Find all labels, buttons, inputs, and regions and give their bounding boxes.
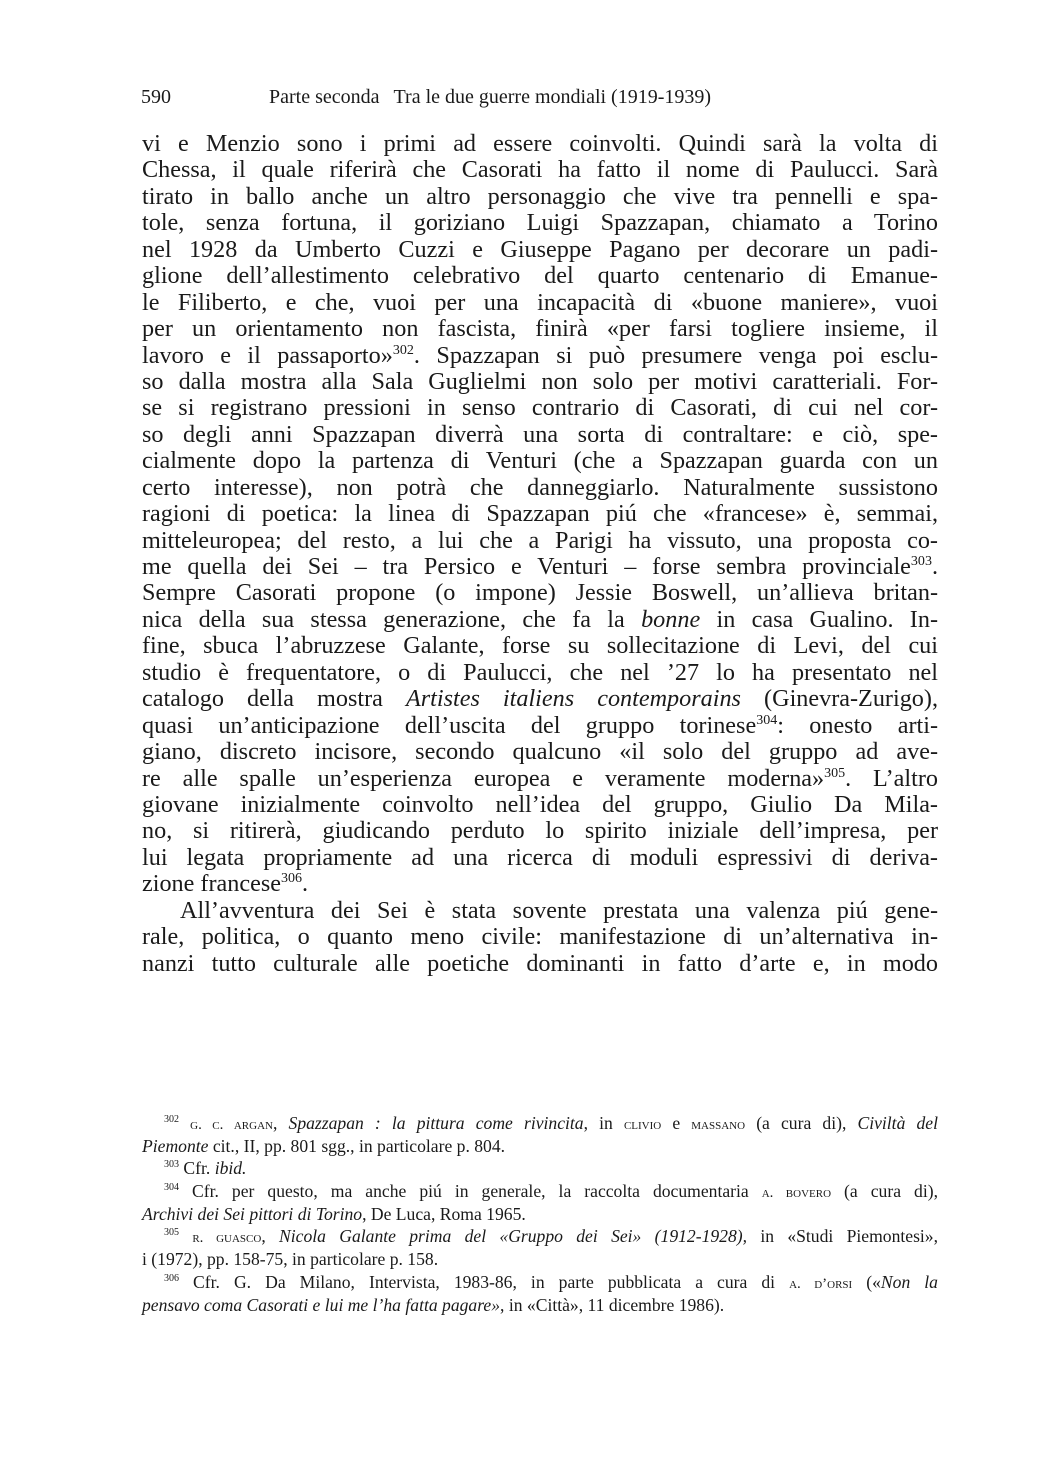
header-part: Parte seconda [269,86,380,108]
text-run: Cfr. [183,1158,215,1179]
italic-run: Non la [880,1271,938,1292]
text-line: le Filiberto, e che, vuoi per una incapacità di «buone maniere», vuoi [142,288,938,316]
footnote-ref-303: 303 [910,552,932,569]
page-number: 590 [141,86,171,108]
text-line [142,607,938,633]
footnote-305-cont: i (1972), pp. 158-75, in particolare p. 158. [142,1249,439,1270]
text-run: in «Studi Piemontesi», [747,1226,938,1247]
text-line [142,766,938,792]
footnote-302 [142,1112,938,1135]
main-text [142,131,938,977]
text-line: tole, senza fortuna, il goriziano Luigi Spazzapan, chiamato a Torino [142,209,938,237]
text-run: (Ginevra-Zurigo), [740,685,938,713]
text-run: , [272,1113,289,1133]
text-run: quasi un’anticipazione dell’uscita del gruppo torinese [142,711,757,739]
text-line: cialmente dopo la partenza di Venturi (che a Spazzapan guarda con un [142,447,938,475]
italic-run: Civiltà del [857,1113,938,1133]
text-line: giano, discreto incisore, secondo qualcuno «il solo del gruppo ad ave- [142,738,938,766]
footnote-number: 306 [164,1272,179,1284]
text-run: cit., II, pp. 801 sgg., in particolare p. 804. [208,1135,506,1156]
footnote-ref-305: 305 [824,764,846,781]
text-run: . [931,553,938,580]
text-line: lui legata propriamente ad una ricerca di moduli espressivi di deriva- [142,843,938,871]
author: a. bovero [761,1185,832,1202]
footnote-306-cont [142,1294,938,1317]
text-run: , in «Città», 11 dicembre 1986). [500,1294,725,1315]
text-run: re alle spalle un’esperienza europea e veramente moderna» [142,764,825,792]
footnote-number: 302 [164,1114,179,1126]
text-line: Chessa, il quale riferirà che Casorati ha fatto il nome di Paulucci. Sarà [142,156,938,184]
footnote-306 [142,1271,938,1294]
text-line: studio è frequentatore, o di Paulucci, che nel ’27 lo ha presentato nel [142,658,938,686]
footnote-ref-306: 306 [280,870,303,887]
author: g. c. argan [190,1117,273,1133]
text-run: Cfr. per questo, ma anche piú in generale, la raccolta documentaria [192,1181,762,1202]
header-chapter: Tra le due guerre mondiali (1919-1939) [393,86,712,108]
text-run: lavoro e il passaporto» [142,341,393,369]
italic-run: Artistes italiens contemporains [405,685,741,713]
text-run: Cfr. G. Da Milano, Intervista, 1983-86, in parte pubblicata a cura di [193,1271,790,1292]
text-line: per un orientamento non fascista, finirà «per farsi togliere insieme, il [142,315,938,343]
text-line: so dalla mostra alla Sala Guglielmi non solo per motivi caratteriali. For- [142,367,938,395]
text-line: no, si ritirerà, giudicando perduto lo spirito iniziale dell’impresa, per [142,817,938,845]
text-line [142,554,938,580]
footnote-ref-302: 302 [392,341,414,358]
text-line: nel 1928 da Umberto Cuzzi e Giuseppe Pagano per decorare un padi- [142,235,938,263]
italic-run: Spazzapan : la pittura come rivincita [288,1113,584,1133]
text-line: so degli anni Spazzapan diverrà una sorta di contraltare: e ciò, spe- [142,420,938,448]
footnote-303 [142,1157,938,1180]
text-run: , De Luca, Roma 1965. [362,1203,526,1224]
italic-run: Piemonte [142,1135,209,1156]
text-line: giovane inizialmente coinvolto nell’idea del gruppo, Giulio Da Mila- [142,790,938,818]
text-line: fine, sbuca l’abruzzese Galante, forse su sollecitazione di Levi, del cui [142,632,938,660]
footnote-number: 305 [164,1227,179,1239]
text-line: rale, politica, o quanto meno civile: manifestazione di un’alternativa in- [142,923,938,951]
running-header [141,86,711,109]
footnotes [142,1112,938,1316]
text-line: mitteleuropea; del resto, a lui che a Parigi ha vissuto, una proposta co- [142,526,938,554]
text-run: catalogo della mostra [142,685,406,713]
text-line [142,871,938,897]
text-run: . Spazzapan si può presumere venga poi esclu- [413,341,938,369]
footnote-ref-304: 304 [756,711,778,728]
italic-run: ibid. [214,1158,247,1179]
text-run: (« [852,1271,881,1292]
footnote-304-cont [142,1203,938,1226]
text-line: se si registrano pressioni in senso contrario di Casorati, di cui nel cor- [142,394,938,422]
text-run: , [261,1226,280,1247]
footnote-number: 304 [164,1182,179,1194]
footnote-302-cont [142,1135,938,1158]
text-run: : onesto arti- [777,711,938,739]
text-line [142,343,938,369]
footnote-number: 303 [164,1159,179,1171]
text-line: Sempre Casorati propone (o impone) Jessie Boswell, un’allieva britan- [142,579,938,607]
text-line: certo interesse), non potrà che danneggiarlo. Naturalmente sussistono [142,473,938,501]
author: massano [691,1117,746,1133]
text-run: , in [583,1113,624,1133]
text-run: . L’altro [845,764,938,792]
italic-run: Nicola Galante prima del «Gruppo dei Sei» (1912-1928), [279,1226,748,1247]
author: r. guasco [192,1230,262,1247]
text-line [142,686,938,712]
text-run: zione francese [142,870,281,898]
text-run: me quella dei Sei – tra Persico e Venturi – forse sembra provinciale [142,553,911,580]
text-run: (a cura di), [831,1181,938,1202]
text-line: ragioni di poetica: la linea di Spazzapan piú che «francese» è, semmai, [142,500,938,528]
author: clivio [623,1117,662,1133]
footnote-305 [142,1225,938,1248]
text-run: (a cura di), [745,1113,858,1133]
author: a. d’orsi [789,1275,853,1292]
text-line [142,713,938,739]
italic-run: bonne [641,605,701,633]
italic-run: Archivi dei Sei pittori di Torino [142,1203,363,1224]
text-line: vi e Menzio sono i primi ad essere coinvolti. Quindi sarà la volta di [142,130,938,157]
text-line: All’avventura dei Sei è stata sovente prestata una valenza piú gene- [180,896,938,924]
text-line: nanzi tutto culturale alle poetiche dominanti in fatto d’arte e, in modo [142,949,938,977]
text-line: tirato in ballo anche un altro personaggio che vive tra pennelli e spa- [142,182,938,210]
footnote-304 [142,1180,938,1203]
text-run: nica della sua stessa generazione, che fa la [142,605,642,633]
text-run: in casa Gualino. In- [700,605,938,633]
italic-run: pensavo coma Casorati e lui me l’ha fatta pagare» [142,1294,501,1315]
text-run: e [661,1113,692,1133]
text-line: glione dell’allestimento celebrativo del quarto centenario di Emanue- [142,262,938,290]
text-run: . [302,870,309,898]
